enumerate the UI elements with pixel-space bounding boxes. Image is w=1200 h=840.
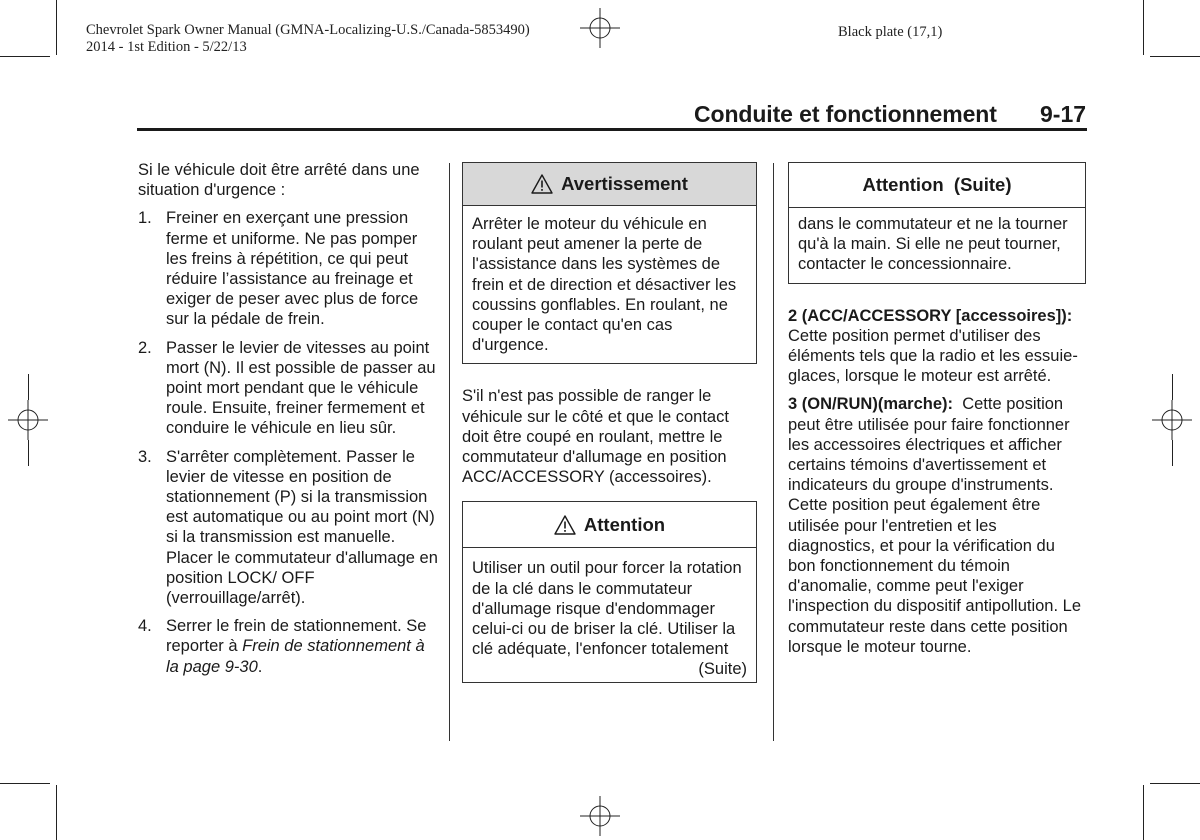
registration-mark-icon (580, 796, 620, 836)
on-run-paragraph (788, 394, 1086, 657)
column-divider (773, 163, 774, 741)
steps-list (138, 208, 438, 676)
continued-label: (Suite) (698, 660, 747, 679)
column-divider (449, 163, 450, 741)
step-number: 1. (138, 209, 152, 228)
side-tick (1172, 374, 1173, 400)
step-text: Passer le levier de vitesses au point mort (N). Il est possible de passer au point mort pendant que le véhicule roule. Ensuite, freiner fermement et conduire le véhicule en lieu sûr. (166, 338, 436, 438)
crop-mark (1143, 785, 1144, 840)
step-number: 4. (138, 617, 152, 636)
header-rule (137, 128, 1087, 131)
step-number: 2. (138, 338, 152, 357)
step-text: Freiner en exerçant une pression ferme et uniforme. Ne pas pomper les freins à répétition, ce qui peut réduire l’assistance au freinage et exiger de peser avec plus de force sur la pédale de frein. (166, 209, 419, 329)
warning-header (463, 163, 756, 206)
attention-continued-body: dans le commutateur et ne la tourner qu'à la main. Si elle ne peut tourner, contacter le concessionnaire. (798, 215, 1068, 274)
intro-text: Si le véhicule doit être arrêté dans une situation d'urgence : (138, 161, 420, 200)
warning-title: Avertissement (561, 172, 688, 194)
attention-continued-header: Attention (Suite) (789, 163, 1085, 208)
registration-mark-icon (1152, 400, 1192, 440)
list-item (138, 616, 438, 677)
page-number: 9-17 (1040, 101, 1087, 127)
ignition-paragraph: S'il n'est pas possible de ranger le véhicule sur le côté et que le contact doit être coupé en roulant, mettre le commutateur d'allumage en position ACC/ACCESSORY (accessoires). (462, 387, 729, 487)
header-line-1: Chevrolet Spark Owner Manual (GMNA-Localizing-U.S./Canada-5853490) (86, 22, 530, 38)
plate-label: Black plate (17,1) (838, 24, 943, 40)
on-run-text: Cette position peut être utilisée pour faire fonctionner les accessoires électriques et afficher certains témoins d'avertissement et indicateurs du groupe d'instruments. Cette position peut également être utilisée pour l'entretien et les diagnostics, et pour la vérification du bon fonctionnement du témoin d'anomalie, comme peut l'exiger l'inspection du dispositif antipollution. Le commutateur reste dans cette position lorsque le moteur tourne. (788, 395, 1086, 656)
side-tick (1172, 440, 1173, 466)
attention-title: Attention (583, 513, 666, 535)
column-2 (462, 162, 757, 683)
crop-mark (1143, 0, 1144, 55)
warning-triangle-icon (531, 174, 553, 194)
side-tick (28, 374, 29, 400)
list-item (138, 208, 438, 329)
attention-header (463, 502, 756, 548)
crop-mark (1150, 56, 1200, 57)
step-number: 3. (138, 447, 152, 466)
warning-box (462, 162, 757, 364)
column-3 (788, 162, 1086, 665)
registration-mark-icon (580, 8, 620, 48)
attention-text: Utiliser un outil pour forcer la rotation de la clé dans le commutateur d'allumage risque d'endommager celui-ci ou de briser la clé. Utiliser la clé adéquate, l'enfoncer totalement (472, 559, 742, 659)
attention-box (462, 501, 757, 682)
acc-paragraph (788, 306, 1086, 387)
on-run-label: 3 (ON/RUN)(marche): (788, 395, 954, 414)
crop-mark (0, 783, 50, 784)
section-title: Conduite et fonctionnement (694, 101, 997, 127)
crop-mark (0, 56, 50, 57)
acc-text: Cette position permet d'utiliser des éléments tels que la radio et les essuie-glaces, lorsque le moteur est arrêté. (788, 306, 1082, 386)
crop-mark (1150, 783, 1200, 784)
acc-label: 2 (ACC/ACCESSORY [accessoires]): (788, 306, 1073, 325)
side-tick (28, 440, 29, 466)
attention-continued-box (788, 162, 1086, 284)
step-end: . (257, 657, 263, 676)
header-line-2: 2014 - 1st Edition - 5/22/13 (86, 39, 247, 55)
registration-mark-icon (8, 400, 48, 440)
step-text: S'arrêter complètement. Passer le levier de vitesse en position de stationnement (P) si la transmission est automatique ou au point mort (N) si la transmission est manuelle. Placer le commutateur d'allumage en position LOCK/ OFF (verrouillage/arrêt). (166, 447, 438, 608)
print-header (86, 22, 530, 56)
warning-triangle-icon (554, 515, 576, 535)
crop-mark (56, 0, 57, 55)
list-item (138, 338, 438, 439)
step-text: Serrer le frein de stationnement. Se reporter à (166, 617, 427, 656)
warning-body: Arrêter le moteur du véhicule en roulant peut amener la perte de l'assistance dans les systèmes de frein et de direction et désactiver les coussins gonflables. En roulant, ne couper le contact qu'en cas d'urgence. (472, 215, 737, 355)
page-reference-link[interactable]: Frein de stationnement à la page 9-30 (166, 637, 425, 676)
column-1 (138, 160, 438, 685)
attention-body (463, 548, 756, 681)
list-item (138, 447, 438, 609)
crop-mark (56, 785, 57, 840)
